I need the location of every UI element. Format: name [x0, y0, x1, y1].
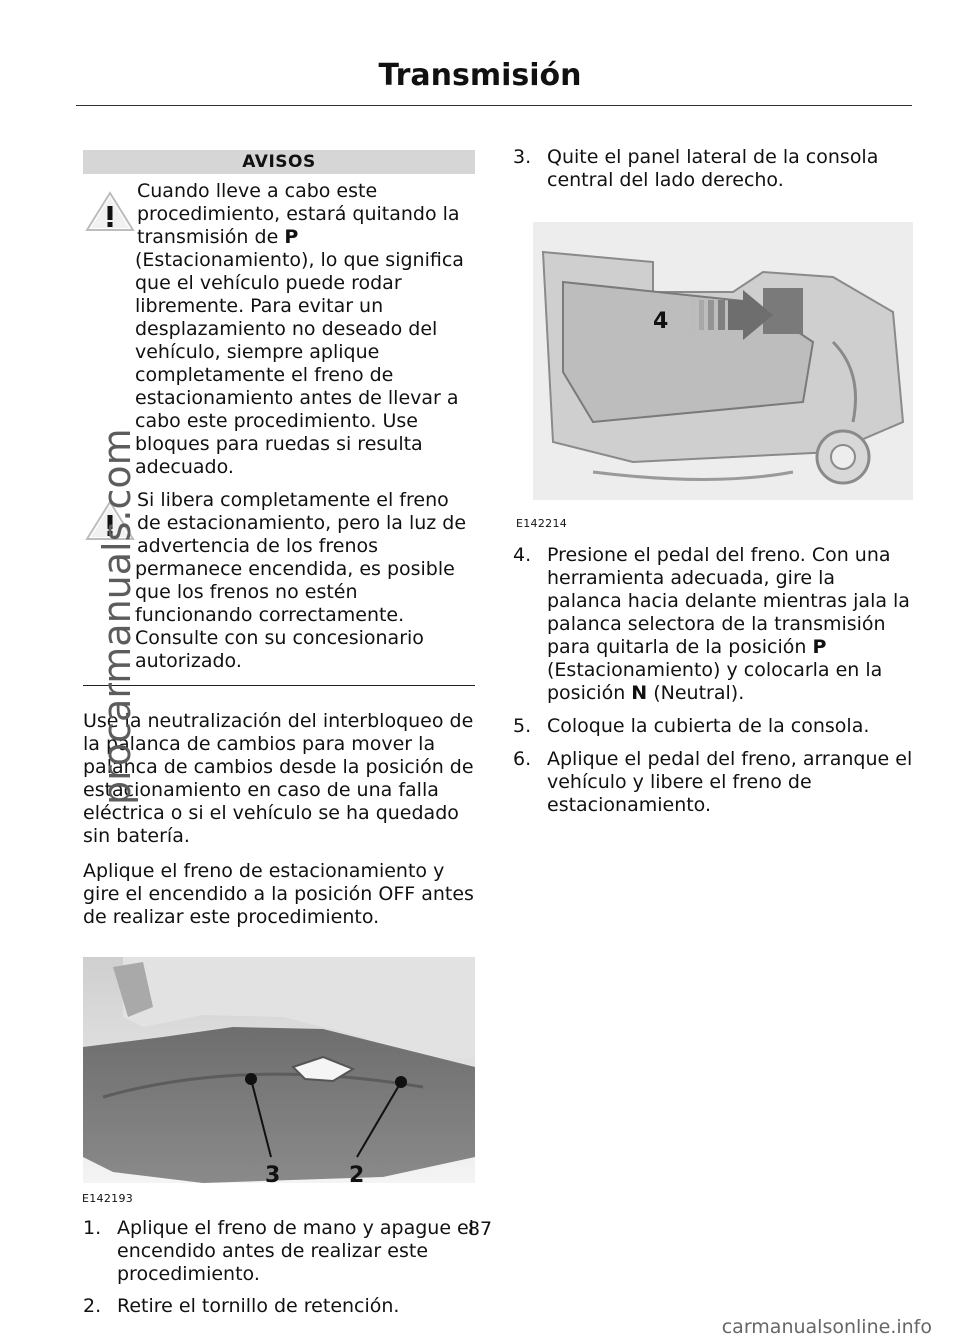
warning-1-text	[83, 180, 475, 479]
callout-2: 2	[349, 1163, 365, 1183]
step-number: 4.	[513, 544, 532, 566]
step-number: 3.	[513, 146, 532, 168]
warnings-end-rule	[83, 685, 475, 686]
warning-1-rest: (Estacionamiento), lo que significa que el vehículo puede rodar libremente. Para evitar un desplazamiento no deseado del vehículo, siempre aplique completamente el freno de estacionamiento antes de llevar a cabo este procedimiento. Use bloques para ruedas si resulta adecuado.	[135, 249, 464, 478]
figure-2	[513, 222, 913, 530]
step-number: 6.	[513, 748, 532, 770]
figure-1	[83, 957, 475, 1205]
page-title: Transmisión	[378, 58, 582, 93]
n-symbol: N	[631, 682, 648, 704]
warning-1	[83, 180, 475, 479]
right-column	[513, 146, 913, 826]
figure-1-label: E142193	[82, 1192, 134, 1205]
warning-2-text: Si libera completamente el freno de estacionamiento, pero la luz de advertencia de los frenos permanece encendida, es posible que los frenos no estén funcionando correctamente. Consulte con su concesionario autorizado.	[135, 489, 467, 672]
p-symbol: P	[284, 226, 299, 248]
page-number: 87	[467, 1218, 493, 1240]
figure-2-image	[533, 222, 913, 500]
step-number: 5.	[513, 715, 532, 737]
callout-3: 3	[265, 1163, 281, 1183]
figure-1-image	[83, 957, 475, 1183]
step-4-text-c: (Neutral).	[647, 682, 745, 704]
step-4-text-b: (Estacionamiento) y colocarla en la posición	[547, 659, 883, 704]
step-text: Aplique el freno de mano y apague el encendido antes de realizar este procedimiento.	[117, 1217, 475, 1285]
step-text: Aplique el pedal del freno, arranque el vehículo y libere el freno de estacionamiento.	[547, 748, 913, 816]
watermark-left: procarmanuals.com	[95, 428, 139, 805]
step-text: Retire el tornillo de retención.	[117, 1295, 400, 1317]
steps-right-list	[513, 544, 913, 817]
step-4-text-a: Presione el pedal del freno. Con una herramienta adecuada, gire la palanca hacia delante mientras jala la palanca selectora de la transmisión para quitarla de la posición	[547, 544, 910, 658]
list-item	[513, 544, 913, 705]
list-item	[513, 715, 913, 738]
left-column	[83, 150, 475, 1327]
step-number: 2.	[83, 1295, 102, 1317]
warnings-title: AVISOS	[83, 150, 475, 174]
step-number: 1.	[83, 1217, 102, 1239]
watermark-bottom: carmanualsonline.info	[721, 1316, 932, 1338]
intro-paragraph-2: Aplique el freno de estacionamiento y gire el encendido a la posición OFF antes de realizar este procedimiento.	[83, 860, 474, 928]
header-rule	[76, 105, 912, 106]
intro-paragraph-1: Use la neutralización del interbloqueo de la palanca de cambios para mover la palanca de cambios desde la posición de estacionamiento en caso de una falla eléctrica o si el vehículo se ha quedado sin batería.	[83, 710, 474, 847]
list-item	[513, 146, 913, 192]
step-text: Quite el panel lateral de la consola central del lado derecho.	[547, 146, 879, 191]
warning-1-first: Cuando lleve a cabo este procedimiento, estará quitando la transmisión de	[137, 180, 460, 248]
list-item	[513, 748, 913, 817]
p-symbol: P	[812, 636, 827, 658]
warning-2	[83, 489, 475, 673]
warning-triangle-icon	[83, 190, 137, 234]
list-item	[83, 1295, 475, 1318]
callout-4: 4	[653, 309, 669, 334]
figure-2-label: E142214	[516, 517, 568, 530]
step-text: Coloque la cubierta de la consola.	[547, 715, 870, 737]
